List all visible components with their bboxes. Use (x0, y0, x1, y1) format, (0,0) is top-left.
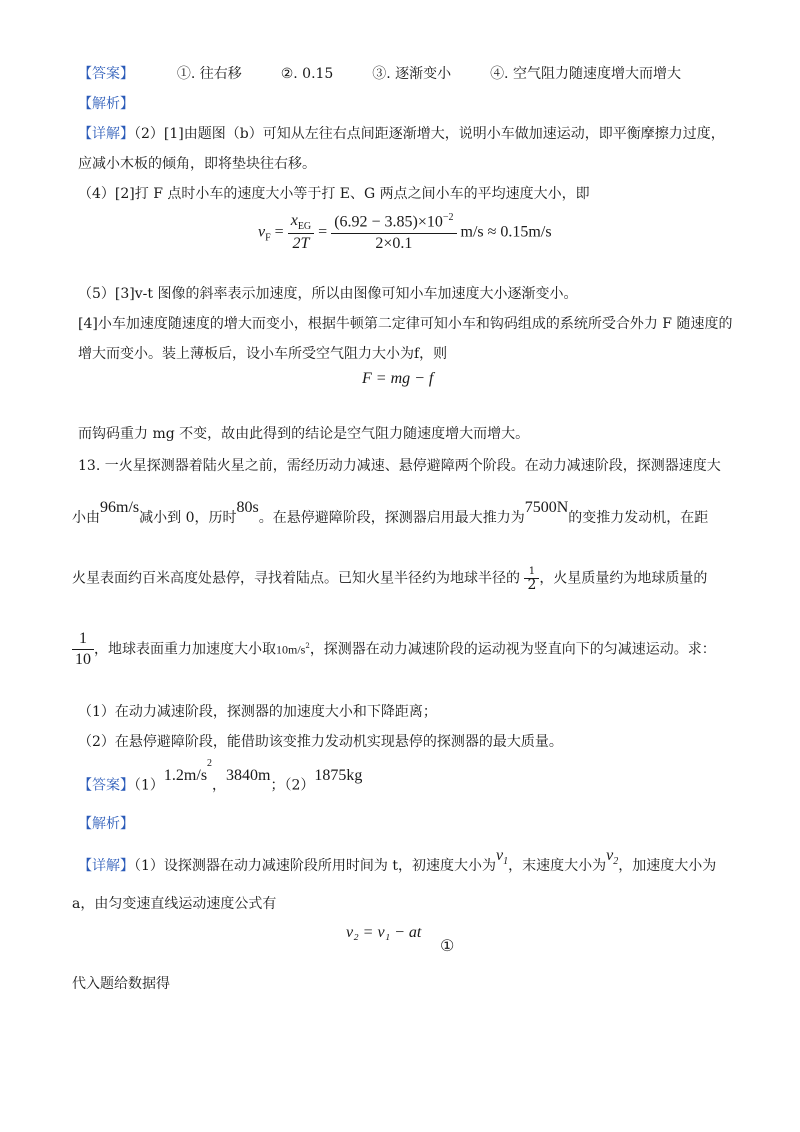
q13-gravity-sup: 2 (305, 641, 310, 650)
detail-2-l1-b: ，末速度大小为 (508, 858, 607, 874)
eq1-f1-num-sub: EG (297, 221, 312, 233)
detail-2-line-3: 代入题给数据得 (72, 976, 170, 992)
detail-paragraph-1 (78, 124, 725, 144)
eq1-f1-den: 2T (292, 235, 310, 253)
detail-line-2: 应减小木板的倾角，即将垫块往右移。 (78, 156, 316, 172)
q13-mass-frac-num: 1 (72, 630, 94, 650)
analysis-tag: 【解析】 (78, 96, 134, 112)
q13-mass-frac-den: 10 (75, 651, 91, 668)
question-13-line-2 (72, 499, 709, 528)
answer-2-acceleration: 1.2m/s (163, 766, 208, 784)
answer-2-acceleration-sup: 2 (207, 758, 213, 769)
q13-l2-a: 小由 (72, 510, 100, 526)
q13-l3-b: ，火星质量约为地球质量的 (539, 570, 708, 587)
eq1-lhs: v (258, 223, 266, 241)
q13-radius-frac-den: 2 (527, 577, 537, 593)
q13-time: 80s (236, 499, 259, 516)
answer-2-part-1: （1） (134, 777, 164, 794)
eq1-f2-num-sup: −2 (442, 212, 454, 224)
answer-2-part-2: ；（2） (270, 777, 315, 794)
equation-v2: v₂ = v₁ − at (346, 924, 422, 941)
detail-2-l1-a: （1）设探测器在动力减速阶段所用时间为 t，初速度大小为 (134, 858, 496, 874)
q13-radius-frac-num: 1 (524, 566, 539, 579)
detail-paragraph-4-line-2: 增大而变小。装上薄板后，设小车所受空气阻力大小为f，则 (78, 346, 448, 362)
detail-tag-2: 【详解】 (78, 858, 134, 874)
answer-2-tag: 【答案】 (78, 777, 134, 794)
answer-row-2 (78, 758, 363, 796)
eq1-fraction-1 (288, 212, 314, 253)
detail-2-l1-c: ，加速度大小为 (618, 858, 717, 874)
detail-2-line-2: a，由匀变速直线运动速度公式有 (72, 896, 277, 912)
equation-f: F = mg − f (362, 370, 434, 387)
question-13-sub-1: （1）在动力减速阶段，探测器的加速度大小和下降距离； (78, 704, 437, 720)
detail-2-v1: $v_1$ (495, 847, 509, 868)
q13-thrust: 7500N (524, 499, 569, 516)
answer-item-1: ①. 往右移 (176, 66, 242, 82)
detail-tag: 【详解】 (78, 126, 134, 142)
answer-row-1 (78, 64, 681, 84)
eq1-f2-num: (6.92 − 3.85)×10 (334, 213, 443, 231)
q13-l2-c: 。在悬停避障阶段，探测器启用最大推力为 (258, 510, 525, 526)
question-13-sub-2: （2）在悬停避障阶段，能借助该变推力发动机实现悬停的探测器的最大质量。 (78, 734, 563, 750)
analysis-tag-2: 【解析】 (78, 816, 134, 832)
question-13-line-1: 13. 一火星探测器着陆火星之前，需经历动力减速、悬停避障两个阶段。在动力减速阶段，探测器速度大 (78, 458, 721, 474)
detail-paragraph-5: 而钩码重力 mg 不变，故由此得到的结论是空气阻力随速度增大而增大。 (78, 426, 530, 442)
q13-radius-fraction (524, 566, 539, 591)
answer-2-distance: 3840m (226, 766, 271, 784)
eq1-lhs-sub: F (265, 232, 271, 244)
question-13-line-3 (72, 566, 707, 591)
detail-paragraph-4-line-1: [4]小车加速度随速度的增大而变小，根据牛顿第二定律可知小车和钩码组成的系统所受合外力 F 随速度的 (78, 316, 733, 332)
q13-speed: 96m/s (100, 499, 140, 516)
eq1-rhs: m/s ≈ 0.15m/s (460, 223, 552, 241)
detail-paragraph-2: （4）[2]打 F 点时小车的速度大小等于打 E、G 两点之间小车的平均速度大小，即 (78, 186, 590, 202)
equation-v2-mark: ① (440, 936, 455, 955)
answer-item-2: ②. 0.15 (280, 66, 334, 82)
detail-paragraph-3: （5）[3]v-t 图像的斜率表示加速度，所以由图像可知小车加速度大小逐渐变小。 (78, 286, 578, 302)
q13-l4-a: ，地球表面重力加速度大小取 (94, 641, 276, 658)
eq1-f2-den: 2×0.1 (375, 234, 413, 252)
answer-tag: 【答案】 (78, 66, 134, 82)
equation-vf: $v_F$ = $\frac{x_{EG}}{2T}$ = $\frac{(6.92 - 3.85)\times 10^{-2}}{2\times 0.1}$ m/s ≈ 0.15m/s (258, 212, 552, 253)
eq1-fraction-2 (331, 212, 456, 252)
detail-line-1: （2）[1]由题图（b）可知从左往右点间距逐渐增大，说明小车做加速运动，即平衡摩擦力过度， (134, 126, 725, 142)
question-13-line-4 (72, 630, 716, 669)
q13-l2-b: 减小到 0，历时 (139, 510, 237, 526)
q13-l2-d: 的变推力发动机，在距 (568, 510, 709, 526)
q13-gravity: 10m/s (276, 642, 306, 657)
q13-l4-b: ，探测器在动力减速阶段的运动视为竖直向下的匀减速运动。求： (309, 641, 716, 658)
answer-item-3: ③. 逐渐变小 (372, 66, 452, 82)
q13-l3-a: 火星表面约百米高度处悬停，寻找着陆点。已知火星半径约为地球半径的 (72, 570, 520, 587)
detail-2-line-1 (78, 847, 717, 882)
answer-item-4: ④. 空气阻力随速度增大而增大 (490, 66, 681, 82)
detail-2-v2: $v_2$ (606, 847, 619, 868)
eq1-f1-num: x (290, 212, 298, 229)
answer-2-mass: 1875kg (314, 766, 363, 784)
answer-2-sep: ， (212, 777, 227, 794)
q13-mass-fraction (72, 630, 94, 669)
